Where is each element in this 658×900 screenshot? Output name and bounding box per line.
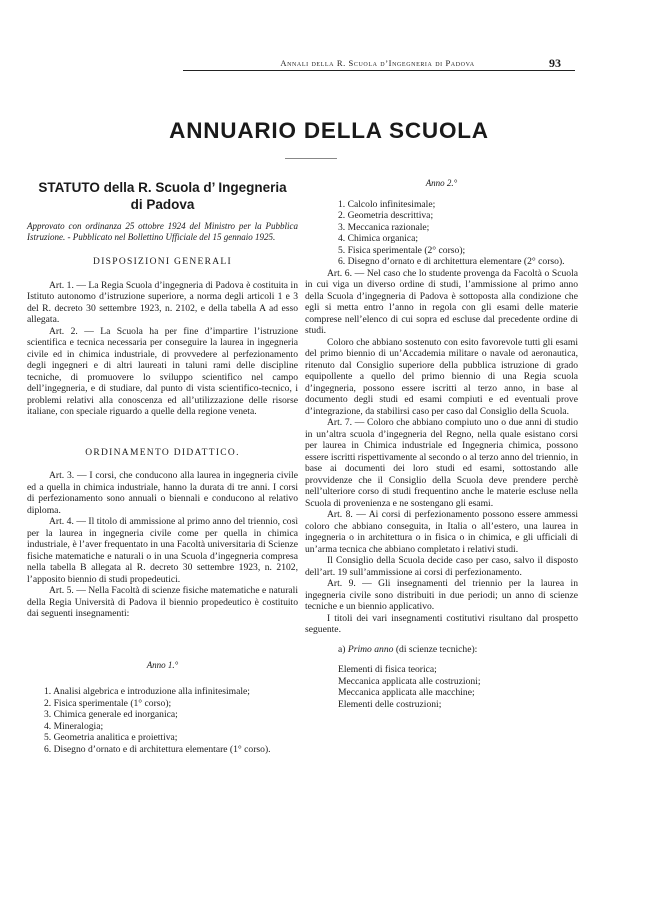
primo-anno-item: Meccanica applicata alle macchine; [338,687,475,698]
statuto-heading [27,179,298,213]
anno-2-heading: Anno 2.° [425,178,458,188]
primo-anno-item: Meccanica applicata alle costruzioni; [338,675,481,687]
article-1: Art. 1. — La Regia Scuola d’ingegneria di Padova è costituita in Istituto autonomo d’istruzione superiore, a norma degli articoli 1 e 3 del R. decreto 30 settembre 1923, n. 2102, e della tabella A ad esso allegata. [27,279,298,325]
article-6-continued: Coloro che abbiano sostenuto con esito favorevole tutti gli esami del primo biennio di un’Accademia militare o navale od aeronautica, ritenuto dal Consiglio superiore della pubblica istruzione di grado equipollente a quello del primo biennio di una Regia scuola d’ingegneria, possono essere iscritti al terzo anno, in base al documento degli studi ed esami compiuti e ed eventuali prove d’integrazione, da stabilirsi caso per caso dal Consiglio della Scuola. [305,336,578,417]
primo-anno-heading [305,644,578,656]
article-2: Art. 2. — La Scuola ha per fine d’impartire l’istruzione scientifica e tecnica necessaria per conseguire la laurea in ingegneria civile ed in chimica industriale, di provvedere al perfezionamento degli ingegneri e di altri laureati in taluni rami delle discipline tecniche, di promuovere lo sviluppo scientifico nel campo dell’ingegneria, e di studiare, dal punto di vista scientifico-tecnico, i problemi relativi alla conoscenza ed all’utilizzazione delle risorse italiane, con speciale riguardo a quelle della regione veneta. [27,325,298,417]
primo-anno-label: Primo anno [347,643,394,655]
article-9: Art. 9. — Gli insegnamenti del triennio per la laurea in ingegneria civile sono distribuiti in due periodi; un anno di scienze tecniche e un biennio applicativo. [305,578,578,612]
ordinamento-heading: ORDINAMENTO DIDATTICO. [85,447,240,458]
anno-1-heading: Anno 1.° [146,659,179,670]
anno-1-item: 3. Chimica generale ed inorganica; [44,709,178,720]
article-8-continued: Il Consiglio della Scuola decide caso per caso, salvo il disposto dell’art. 19 sull’ammissione ai corsi di perfezionamento. [305,555,578,578]
header-rule [183,70,575,71]
anno-1-item: 6. Disegno d’ornato e di architettura elementare (1° corso). [44,743,271,755]
page-number: 93 [549,56,561,70]
page-title: ANNUARIO DELLA SCUOLA [169,118,489,143]
anno-1-item: 4. Mineralogia; [44,720,104,732]
primo-anno-suffix: (di scienze tecniche): [395,643,478,655]
primo-anno-item: Elementi delle costruzioni; [338,698,442,710]
left-column [27,179,298,755]
primo-anno-prefix: a) [338,643,346,655]
title-rule [285,158,337,159]
anno-2-item: 2. Geometria descrittiva; [338,210,434,221]
anno-2-item: 4. Chimica organica; [338,233,419,244]
disposizioni-heading: DISPOSIZIONI GENERALI [93,257,232,267]
article-8: Art. 8. — Ai corsi di perfezionamento possono essere ammessi coloro che abbiano conseguita, in Italia o all’estero, una laurea in ingegneria o in architettura o in fisica o in chimica, e gli ufficiali di un’arma tecnica che abbiano completato i relativi studi. [305,509,578,555]
anno-1-item: 2. Fisica sperimentale (1° corso); [44,697,172,709]
approval-note: Approvato con ordinanza 25 ottobre 1924 del Ministro per la Pubblica Istruzione. - Pubblicato nel Bollettino Ufficiale del 15 gennaio 1925. [27,221,298,242]
anno-1-item: 1. Analisi algebrica e introduzione alla infinitesimale; [44,686,250,697]
statuto-line-2: di Padova [130,197,195,212]
anno-2-item: 3. Meccanica razionale; [338,221,430,233]
article-4: Art. 4. — Il titolo di ammissione al primo anno del triennio, così per la laurea in ingegneria civile come per quella in chimica industriale, è l’aver frequentato in una Facoltà universitaria di Scienze fisiche matematiche e naturali o in una Scuola d’ingegneria compresa nella tabella B allegata al R. decreto 30 settembre 1923, n. 2102, l’apposito biennio di studi propedeutici. [27,516,298,585]
article-3: Art. 3. — I corsi, che conducono alla laurea in ingegneria civile ed a quella in chimica industriale, hanno la durata di tre anni. I corsi di perfezionamento sono annuali o biennali e conducono al relativo diploma. [27,470,298,516]
anno-2-item: 1. Calcolo infinitesimale; [338,198,436,210]
anno-2-item: 6. Disegno d’ornato e di architettura elementare (2° corso). [338,256,565,267]
running-header: Annali della R. Scuola d’Ingegneria di Padova [280,58,475,68]
right-column [305,178,578,710]
article-7: Art. 7. — Coloro che abbiano compiuto uno o due anni di studio in un’altra scuola d’ingegneria del Regno, nella quale esistano corsi per laurea in Chimica industriale ed Ingegneria chimica, possono essere iscritti rispettivamente al secondo o al terzo anno del triennio, in base ai documenti dei loro studi ed esami, sottostando alle provvidenze che il Consiglio della Scuola deve prendere perchè nell’ulteriore corso di studi frequentino anche le materie escluse nella Scuola di provenienza e ne sostengano gli esami. [305,417,578,509]
primo-anno-item: Elementi di fisica teorica; [338,664,437,675]
article-9-continued: I titoli dei vari insegnamenti costitutivi risultano dal prospetto seguente. [305,612,578,635]
anno-2-item: 5. Fisica sperimentale (2° corso); [338,244,466,256]
anno-1-item: 5. Geometria analitica e proiettiva; [44,732,178,743]
article-5: Art. 5. — Nella Facoltà di scienze fisiche matematiche e naturali della Regia Università di Padova il biennio propedeutico è costituito dai seguenti insegnamenti: [27,585,298,619]
statuto-line-1: STATUTO della R. Scuola d’ Ingegneria [38,180,287,195]
article-6: Art. 6. — Nel caso che lo studente provenga da Facoltà o Scuola in cui viga un diverso ordine di studi, l’ammissione al primo anno della Scuola d’ingegneria di Padova è sottoposta alla condizione che egli si metta entro l’anno in regola con gli esami delle materie comprese nell’elenco di cui sopra ed escluse dal precedente ordine di studi. [305,267,578,336]
